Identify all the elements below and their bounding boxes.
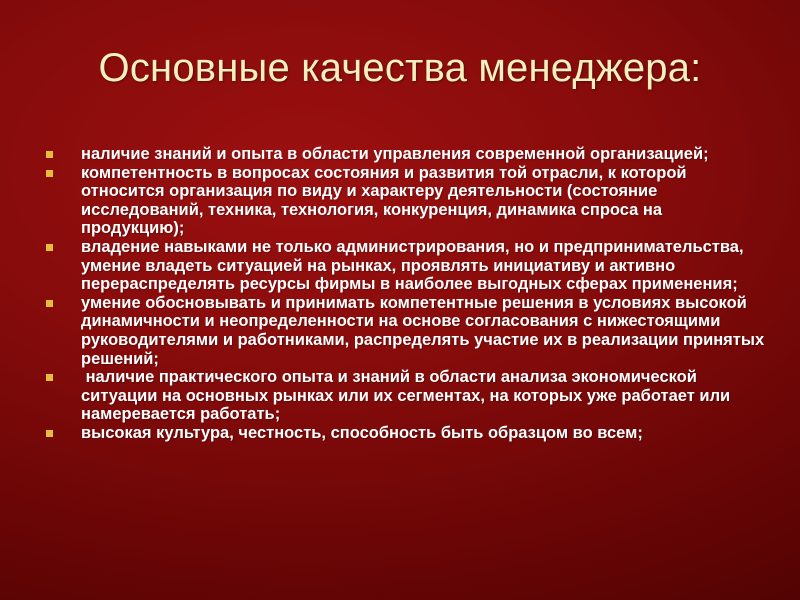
list-item-text: компетентность в вопросах состояния и развития той отрасли, к которой относится организация по виду и характеру деятельности (состояние исследований, техника, технология, конкуренция, динамика спроса на продукцию); — [81, 163, 687, 238]
list-item — [46, 294, 766, 368]
bullet-square-icon — [46, 170, 53, 177]
list-item-text: наличие знаний и опыта в области управления современной организацией; — [81, 145, 709, 163]
bullet-list — [46, 145, 766, 443]
list-item-text: наличие практического опыта и знаний в области анализа экономической ситуации на основных рынках или их сегментах, на которых уже работает или намеревается работать; — [81, 368, 735, 424]
bullet-square-icon — [46, 374, 53, 381]
bullet-square-icon — [46, 430, 53, 437]
list-item-text: умение обосновывать и принимать компетентные решения в условиях высокой динамичности и неопределенности на основе согласования с нижестоящими руководителями и работниками, распределять участие их в реализации принятых решений; — [81, 293, 765, 368]
slide-title: Основные качества менеджера: — [98, 46, 702, 90]
bullet-square-icon — [46, 244, 53, 251]
list-item — [46, 368, 766, 424]
list-item — [46, 238, 766, 294]
list-item — [46, 424, 766, 443]
bullet-square-icon — [46, 300, 53, 307]
bullet-square-icon — [46, 151, 53, 158]
list-item — [46, 164, 766, 238]
list-item-text: владение навыками не только администрирования, но и предпринимательства, умение владеть ситуацией на рынках, проявлять инициативу и активно перераспределять ресурсы фирмы в наиболее выгодных сферах применения; — [81, 237, 744, 294]
list-item-text: высокая культура, честность, способность быть образцом во всем; — [81, 423, 643, 442]
list-item — [46, 145, 766, 164]
